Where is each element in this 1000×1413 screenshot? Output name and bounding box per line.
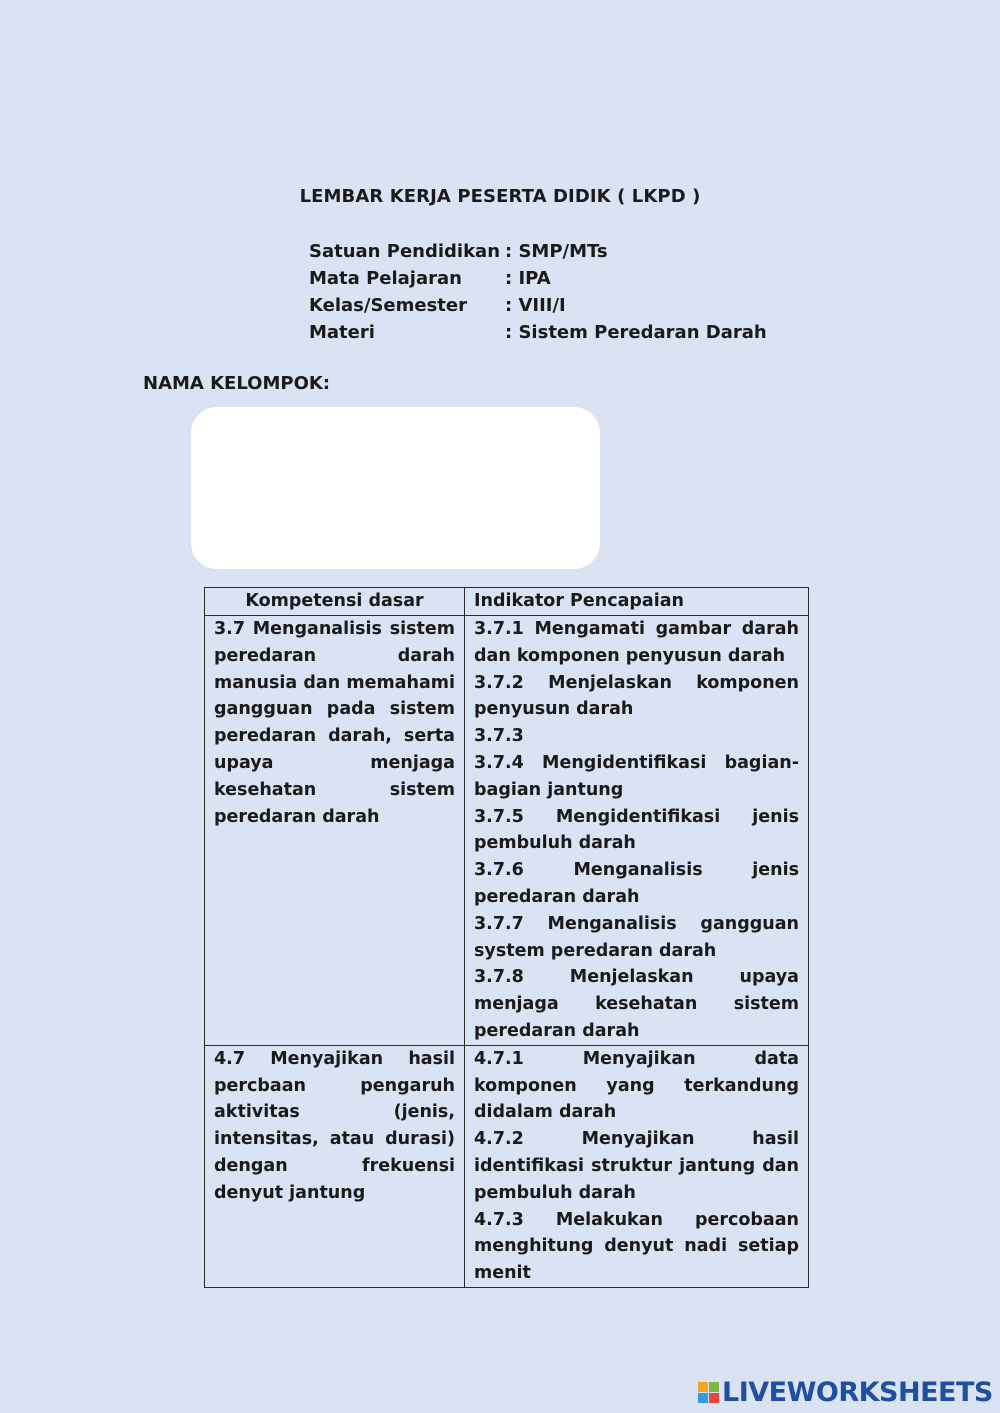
header-kompetensi-dasar: Kompetensi dasar xyxy=(205,588,465,616)
liveworksheets-wordmark: LIVEWORKSHEETS xyxy=(722,1377,993,1408)
competency-table xyxy=(204,587,809,1288)
table-row xyxy=(205,1045,809,1287)
indicator-cell xyxy=(465,616,809,1046)
indicator-cell xyxy=(465,1045,809,1287)
info-label: Mata Pelajaran xyxy=(309,268,462,289)
info-label: Kelas/Semester xyxy=(309,295,467,316)
header-info xyxy=(309,238,767,346)
info-value: : IPA xyxy=(505,268,551,289)
info-value: : VIII/I xyxy=(505,295,566,316)
indicator-item: 3.7.5 Mengidentifikasi jenis pembuluh darah xyxy=(474,806,799,854)
info-row-kelas-semester xyxy=(309,292,767,319)
header-indikator-pencapaian: Indikator Pencapaian xyxy=(465,588,809,616)
liveworksheets-logo xyxy=(698,1377,993,1408)
info-row-mata-pelajaran xyxy=(309,265,767,292)
indicator-item: 3.7.1 Mengamati gambar darah dan komponen penyusun darah xyxy=(474,619,799,666)
info-row-satuan-pendidikan xyxy=(309,238,767,265)
indicator-item: 3.7.4 Mengidentifikasi bagian-bagian jantung xyxy=(474,752,799,800)
table-row xyxy=(205,616,809,1046)
info-label: Satuan Pendidikan xyxy=(309,241,501,262)
indicator-item: 3.7.3 xyxy=(474,726,524,747)
indicator-item: 4.7.3 Melakukan percobaan menghitung denyut nadi setiap menit xyxy=(474,1209,799,1284)
page-title: LEMBAR KERJA PESERTA DIDIK ( LKPD ) xyxy=(299,186,701,207)
group-name-label: NAMA KELOMPOK: xyxy=(143,373,331,394)
info-label: Materi xyxy=(309,322,375,343)
indicator-item: 3.7.2 Menjelaskan komponen penyusun darah xyxy=(474,672,799,720)
kd-cell: 4.7 Menyajikan hasil percbaan pengaruh aktivitas (jenis, intensitas, atau durasi) dengan frekuensi denyut jantung xyxy=(205,1045,465,1287)
liveworksheets-mark-icon xyxy=(698,1382,719,1403)
group-name-input-box[interactable] xyxy=(191,407,600,569)
indicator-item: 4.7.2 Menyajikan hasil identifikasi struktur jantung dan pembuluh darah xyxy=(474,1129,799,1203)
info-value: : SMP/MTs xyxy=(505,241,608,262)
indicator-item: 3.7.6 Menganalisis jenis peredaran darah xyxy=(474,860,799,907)
indicator-item: 4.7.1 Menyajikan data komponen yang terkandung didalam darah xyxy=(474,1048,799,1123)
indicator-item: 3.7.7 Menganalisis gangguan system peredaran darah xyxy=(474,913,799,961)
kd-cell: 3.7 Menganalisis sistem peredaran darah manusia dan memahami gangguan pada sistem peredaran darah, serta upaya menjaga kesehatan sistem peredaran darah xyxy=(205,616,465,1046)
table-header-row xyxy=(205,588,809,616)
info-row-materi xyxy=(309,319,767,346)
info-value: : Sistem Peredaran Darah xyxy=(505,322,767,343)
indicator-item: 3.7.8 Menjelaskan upaya menjaga kesehatan sistem peredaran darah xyxy=(474,967,799,1041)
